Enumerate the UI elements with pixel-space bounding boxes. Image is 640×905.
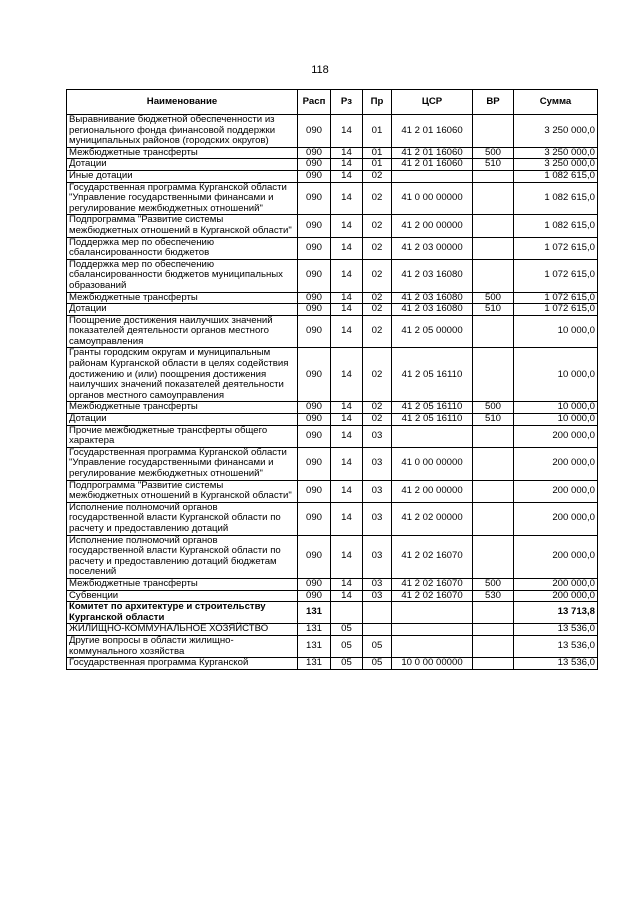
cell-pr: 03 <box>363 590 392 602</box>
cell-sum: 13 713,8 <box>514 602 598 624</box>
cell-rz: 14 <box>331 292 363 304</box>
cell-rz: 14 <box>331 578 363 590</box>
cell-sum: 1 072 615,0 <box>514 237 598 259</box>
cell-name: Гранты городским округам и муниципальным районам Курганской области в целях содействия достижению и (или) поощрения достижения наилучших значений показателей деятельности органов местного самоуправления <box>67 348 298 402</box>
cell-vr: 500 <box>473 147 514 159</box>
table-row <box>67 304 598 316</box>
cell-vr: 510 <box>473 414 514 426</box>
table-row <box>67 259 598 292</box>
cell-pr: 03 <box>363 535 392 578</box>
table-row <box>67 590 598 602</box>
cell-rasp: 090 <box>298 402 331 414</box>
cell-vr <box>473 502 514 535</box>
cell-rz: 14 <box>331 535 363 578</box>
cell-vr <box>473 115 514 148</box>
cell-rz: 14 <box>331 182 363 215</box>
cell-pr: 03 <box>363 480 392 502</box>
cell-name: Подпрограмма "Развитие системы межбюджетных отношений в Курганской области" <box>67 215 298 237</box>
cell-pr: 02 <box>363 292 392 304</box>
cell-sum: 3 250 000,0 <box>514 147 598 159</box>
header-pr: Пр <box>363 90 392 115</box>
cell-sum: 1 082 615,0 <box>514 182 598 215</box>
cell-sum: 13 536,0 <box>514 658 598 670</box>
cell-pr: 03 <box>363 447 392 480</box>
table-row <box>67 425 598 447</box>
cell-rz <box>331 602 363 624</box>
cell-sum: 200 000,0 <box>514 425 598 447</box>
cell-rz: 14 <box>331 237 363 259</box>
cell-vr <box>473 480 514 502</box>
cell-sum: 200 000,0 <box>514 578 598 590</box>
cell-pr: 02 <box>363 259 392 292</box>
cell-rasp: 090 <box>298 315 331 348</box>
page-number: 118 <box>311 64 329 76</box>
cell-rasp: 090 <box>298 480 331 502</box>
cell-pr: 01 <box>363 115 392 148</box>
table-row <box>67 535 598 578</box>
cell-vr <box>473 624 514 636</box>
table-row <box>67 414 598 426</box>
cell-pr: 01 <box>363 147 392 159</box>
cell-rz: 14 <box>331 259 363 292</box>
cell-name: Подпрограмма "Развитие системы межбюджетных отношений в Курганской области" <box>67 480 298 502</box>
table-row <box>67 502 598 535</box>
cell-vr: 500 <box>473 292 514 304</box>
cell-name: Дотации <box>67 159 298 171</box>
cell-pr: 02 <box>363 304 392 316</box>
cell-rz: 14 <box>331 447 363 480</box>
cell-rasp: 090 <box>298 147 331 159</box>
cell-csr: 41 2 05 00000 <box>392 315 473 348</box>
cell-csr: 41 2 02 16070 <box>392 578 473 590</box>
cell-pr: 03 <box>363 578 392 590</box>
cell-name: Межбюджетные трансферты <box>67 402 298 414</box>
cell-csr <box>392 635 473 657</box>
cell-pr <box>363 602 392 624</box>
cell-rz: 14 <box>331 402 363 414</box>
cell-csr <box>392 425 473 447</box>
cell-sum: 10 000,0 <box>514 414 598 426</box>
cell-sum: 200 000,0 <box>514 480 598 502</box>
cell-rz: 14 <box>331 425 363 447</box>
cell-name: Межбюджетные трансферты <box>67 292 298 304</box>
header-name: Наименование <box>67 90 298 115</box>
cell-vr <box>473 635 514 657</box>
cell-csr: 41 2 03 00000 <box>392 237 473 259</box>
cell-vr <box>473 215 514 237</box>
cell-rz: 05 <box>331 658 363 670</box>
cell-sum: 1 072 615,0 <box>514 304 598 316</box>
cell-rasp: 090 <box>298 259 331 292</box>
cell-vr <box>473 348 514 402</box>
cell-rasp: 090 <box>298 182 331 215</box>
cell-vr <box>473 535 514 578</box>
cell-rz: 14 <box>331 348 363 402</box>
cell-name: Иные дотации <box>67 170 298 182</box>
cell-rasp: 090 <box>298 170 331 182</box>
cell-rz: 14 <box>331 315 363 348</box>
cell-csr: 41 2 03 16080 <box>392 259 473 292</box>
cell-sum: 10 000,0 <box>514 315 598 348</box>
cell-name: Государственная программа Курганской <box>67 658 298 670</box>
cell-sum: 13 536,0 <box>514 635 598 657</box>
cell-rz: 14 <box>331 147 363 159</box>
cell-sum: 200 000,0 <box>514 535 598 578</box>
cell-sum: 200 000,0 <box>514 590 598 602</box>
cell-rz: 14 <box>331 590 363 602</box>
cell-vr <box>473 182 514 215</box>
cell-sum: 1 072 615,0 <box>514 292 598 304</box>
cell-rz: 05 <box>331 635 363 657</box>
cell-csr: 41 2 02 16070 <box>392 590 473 602</box>
table-row <box>67 447 598 480</box>
cell-pr: 05 <box>363 635 392 657</box>
cell-pr: 02 <box>363 402 392 414</box>
header-csr: ЦСР <box>392 90 473 115</box>
cell-rasp: 090 <box>298 159 331 171</box>
cell-name: Исполнение полномочий органов государственной власти Курганской области по расчету и предоставлению дотаций <box>67 502 298 535</box>
cell-sum: 200 000,0 <box>514 502 598 535</box>
cell-name: Межбюджетные трансферты <box>67 147 298 159</box>
cell-sum: 1 072 615,0 <box>514 259 598 292</box>
cell-pr: 01 <box>363 159 392 171</box>
header-rz: Рз <box>331 90 363 115</box>
cell-vr <box>473 447 514 480</box>
table-row <box>67 292 598 304</box>
cell-vr: 530 <box>473 590 514 602</box>
cell-pr: 03 <box>363 502 392 535</box>
cell-name: Поощрение достижения наилучших значений показателей деятельности органов местного самоуправления <box>67 315 298 348</box>
table-row <box>67 578 598 590</box>
cell-csr: 41 2 03 16080 <box>392 292 473 304</box>
cell-sum: 200 000,0 <box>514 447 598 480</box>
cell-csr: 41 2 01 16060 <box>392 159 473 171</box>
table-row <box>67 635 598 657</box>
cell-vr <box>473 602 514 624</box>
cell-csr: 41 2 05 16110 <box>392 414 473 426</box>
cell-name: Исполнение полномочий органов государственной власти Курганской области по расчету и предоставлению дотаций бюджетам поселений <box>67 535 298 578</box>
table-row <box>67 147 598 159</box>
cell-csr <box>392 170 473 182</box>
cell-rasp: 090 <box>298 425 331 447</box>
cell-csr: 41 2 05 16110 <box>392 402 473 414</box>
cell-name: Субвенции <box>67 590 298 602</box>
cell-rz: 14 <box>331 480 363 502</box>
cell-sum: 3 250 000,0 <box>514 159 598 171</box>
cell-rasp: 090 <box>298 292 331 304</box>
cell-pr: 02 <box>363 170 392 182</box>
cell-vr <box>473 170 514 182</box>
cell-vr <box>473 658 514 670</box>
cell-name: Государственная программа Курганской области "Управление государственными финансами и регулирование межбюджетных отношений" <box>67 447 298 480</box>
cell-name: Дотации <box>67 304 298 316</box>
cell-rasp: 090 <box>298 304 331 316</box>
cell-rz: 05 <box>331 624 363 636</box>
cell-name: Поддержка мер по обеспечению сбалансированности бюджетов <box>67 237 298 259</box>
cell-rasp: 090 <box>298 115 331 148</box>
cell-rasp: 090 <box>298 447 331 480</box>
cell-rasp: 090 <box>298 237 331 259</box>
cell-name: Государственная программа Курганской области "Управление государственными финансами и регулирование межбюджетных отношений" <box>67 182 298 215</box>
cell-csr: 41 2 00 00000 <box>392 215 473 237</box>
cell-pr <box>363 624 392 636</box>
cell-pr: 02 <box>363 237 392 259</box>
cell-vr <box>473 259 514 292</box>
cell-name: Другие вопросы в области жилищно-коммунального хозяйства <box>67 635 298 657</box>
cell-rasp: 131 <box>298 624 331 636</box>
table-row <box>67 237 598 259</box>
cell-csr: 41 0 00 00000 <box>392 447 473 480</box>
table-row <box>67 480 598 502</box>
cell-csr: 41 2 01 16060 <box>392 115 473 148</box>
cell-name: Комитет по архитектуре и строительству Курганской области <box>67 602 298 624</box>
cell-vr: 510 <box>473 159 514 171</box>
cell-rasp: 131 <box>298 635 331 657</box>
cell-vr <box>473 315 514 348</box>
cell-csr: 10 0 00 00000 <box>392 658 473 670</box>
cell-vr: 500 <box>473 402 514 414</box>
cell-sum: 1 082 615,0 <box>514 215 598 237</box>
header-rasp: Расп <box>298 90 331 115</box>
cell-rz: 14 <box>331 159 363 171</box>
table-row <box>67 115 598 148</box>
header-vr: ВР <box>473 90 514 115</box>
cell-rasp: 090 <box>298 215 331 237</box>
budget-table <box>66 89 598 670</box>
cell-sum: 3 250 000,0 <box>514 115 598 148</box>
table-row <box>67 602 598 624</box>
cell-name: Дотации <box>67 414 298 426</box>
cell-csr: 41 2 03 16080 <box>392 304 473 316</box>
cell-vr <box>473 237 514 259</box>
cell-pr: 02 <box>363 348 392 402</box>
cell-rasp: 131 <box>298 602 331 624</box>
cell-name: Межбюджетные трансферты <box>67 578 298 590</box>
cell-csr: 41 2 02 00000 <box>392 502 473 535</box>
cell-pr: 03 <box>363 425 392 447</box>
table-row <box>67 402 598 414</box>
cell-rz: 14 <box>331 170 363 182</box>
cell-sum: 13 536,0 <box>514 624 598 636</box>
cell-rasp: 090 <box>298 578 331 590</box>
cell-csr: 41 2 05 16110 <box>392 348 473 402</box>
cell-rasp: 131 <box>298 658 331 670</box>
cell-pr: 02 <box>363 414 392 426</box>
cell-csr <box>392 624 473 636</box>
table-row <box>67 182 598 215</box>
table-header-row <box>67 90 598 115</box>
cell-rz: 14 <box>331 304 363 316</box>
table-row <box>67 170 598 182</box>
cell-vr: 500 <box>473 578 514 590</box>
table-row <box>67 348 598 402</box>
cell-rz: 14 <box>331 115 363 148</box>
cell-rasp: 090 <box>298 414 331 426</box>
cell-name: Выравнивание бюджетной обеспеченности из регионального фонда финансовой поддержки муниципальных районов (городских округов) <box>67 115 298 148</box>
cell-vr <box>473 425 514 447</box>
cell-csr <box>392 602 473 624</box>
table-row <box>67 215 598 237</box>
cell-name: Прочие межбюджетные трансферты общего характера <box>67 425 298 447</box>
cell-rasp: 090 <box>298 535 331 578</box>
table-row <box>67 159 598 171</box>
cell-sum: 10 000,0 <box>514 348 598 402</box>
cell-rz: 14 <box>331 414 363 426</box>
cell-csr: 41 2 01 16060 <box>392 147 473 159</box>
table-row <box>67 658 598 670</box>
cell-pr: 02 <box>363 182 392 215</box>
cell-pr: 02 <box>363 315 392 348</box>
cell-name: ЖИЛИЩНО-КОММУНАЛЬНОЕ ХОЗЯЙСТВО <box>67 624 298 636</box>
cell-rasp: 090 <box>298 502 331 535</box>
cell-csr: 41 0 00 00000 <box>392 182 473 215</box>
cell-csr: 41 2 02 16070 <box>392 535 473 578</box>
cell-rasp: 090 <box>298 348 331 402</box>
cell-rasp: 090 <box>298 590 331 602</box>
table-row <box>67 624 598 636</box>
cell-pr: 05 <box>363 658 392 670</box>
cell-csr: 41 2 00 00000 <box>392 480 473 502</box>
cell-rz: 14 <box>331 215 363 237</box>
cell-sum: 1 082 615,0 <box>514 170 598 182</box>
cell-pr: 02 <box>363 215 392 237</box>
cell-name: Поддержка мер по обеспечению сбалансированности бюджетов муниципальных образований <box>67 259 298 292</box>
cell-sum: 10 000,0 <box>514 402 598 414</box>
cell-rz: 14 <box>331 502 363 535</box>
cell-vr: 510 <box>473 304 514 316</box>
table-row <box>67 315 598 348</box>
header-sum: Сумма <box>514 90 598 115</box>
